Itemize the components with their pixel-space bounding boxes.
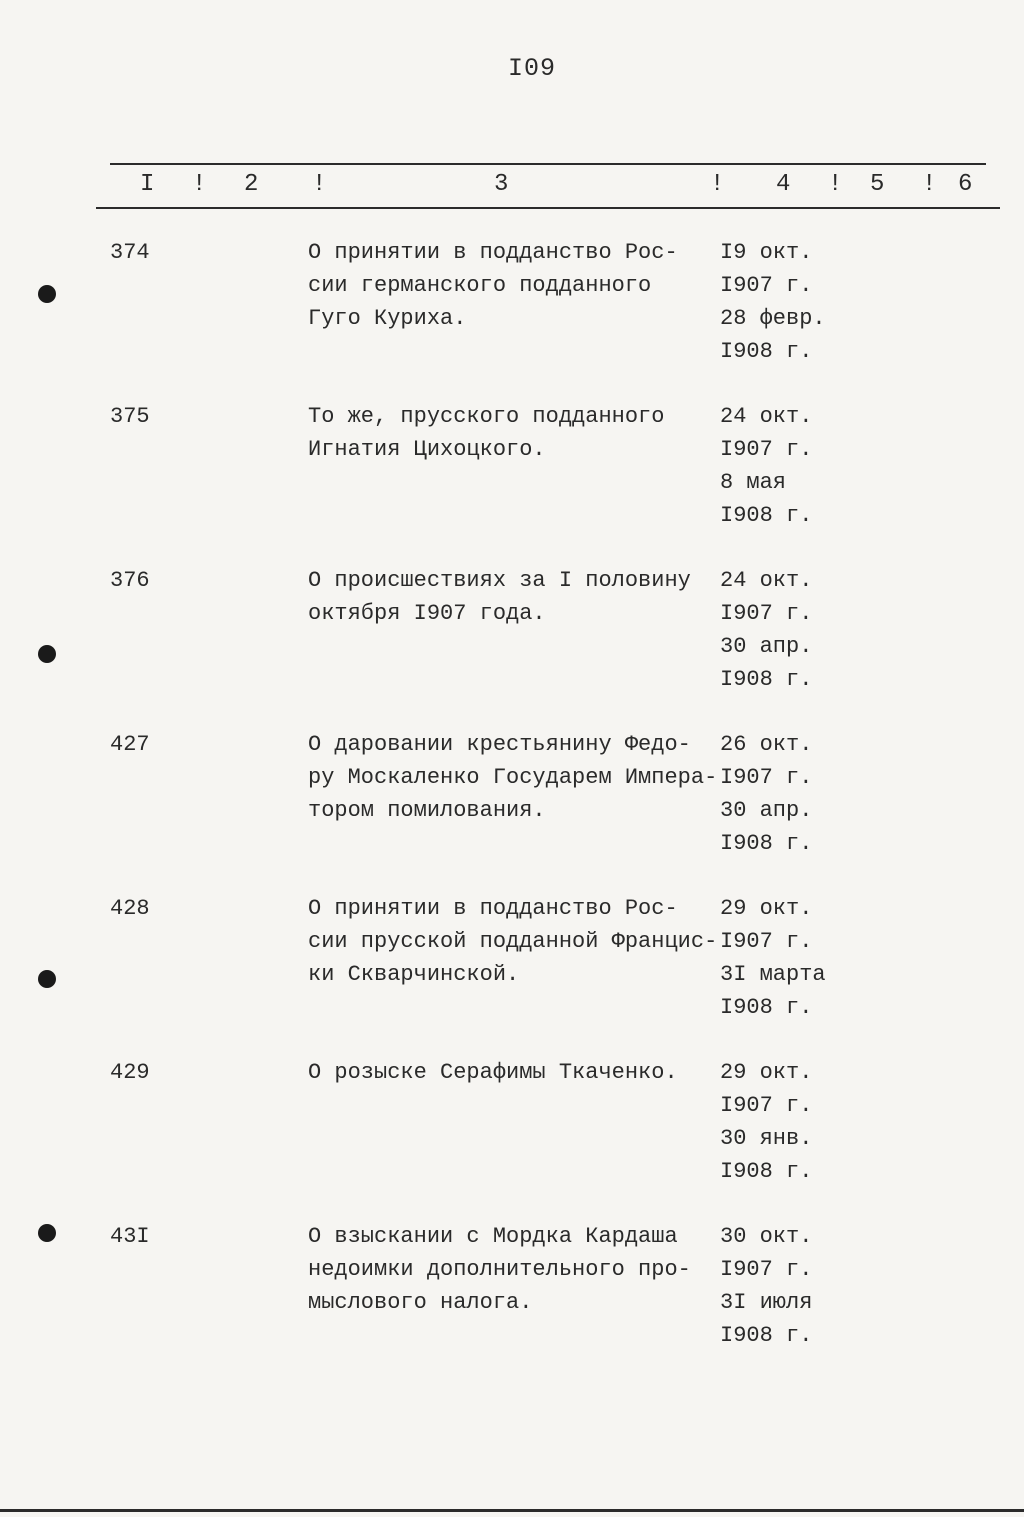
date-line: I9 окт. [720, 240, 813, 265]
date-line: 29 окт. [720, 896, 813, 921]
entry-number: 427 [110, 732, 150, 757]
date-line: 28 февр. [720, 306, 826, 331]
table-row [0, 728, 1024, 892]
description-line: ру Москаленко Государем Импера- [308, 765, 718, 790]
entry-number: 428 [110, 896, 150, 921]
description-line: ки Скварчинской. [308, 962, 520, 987]
description-line: О даровании крестьянину Федо- [308, 732, 691, 757]
entry-number: 375 [110, 404, 150, 429]
date-line: I907 г. [720, 929, 813, 954]
column-header-5: 5 [870, 171, 885, 198]
date-line: I908 г. [720, 995, 813, 1020]
date-line: I907 г. [720, 437, 813, 462]
entry-dates [720, 400, 840, 532]
description-line: недоимки дополнительного про- [308, 1257, 691, 1282]
description-line: Игнатия Цихоцкого. [308, 437, 546, 462]
entry-dates [720, 1220, 840, 1352]
entry-description [308, 400, 712, 466]
entry-dates [720, 236, 840, 368]
punch-hole [38, 1224, 56, 1242]
table-row [0, 892, 1024, 1056]
description-line: То же, прусского подданного [308, 404, 665, 429]
entry-description [308, 1056, 712, 1089]
description-line: октября I907 года. [308, 601, 546, 626]
date-line: I908 г. [720, 667, 813, 692]
punch-hole [38, 970, 56, 988]
page-number: I09 [508, 54, 557, 83]
description-line: О принятии в подданство Рос- [308, 896, 678, 921]
description-line: тором помилования. [308, 798, 546, 823]
entry-description [308, 728, 718, 827]
date-line: 29 окт. [720, 1060, 813, 1085]
column-separator: ! [192, 171, 207, 198]
date-line: 3I июля [720, 1290, 813, 1315]
description-line: сии германского подданного [308, 273, 652, 298]
table-row [0, 400, 1024, 564]
column-header-4: 4 [776, 171, 791, 198]
date-line: 8 мая [720, 470, 787, 495]
entry-dates [720, 564, 840, 696]
date-line: I908 г. [720, 831, 813, 856]
date-line: I907 г. [720, 601, 813, 626]
description-line: сии прусской подданной Франциc- [308, 929, 718, 954]
column-header-3: 3 [494, 171, 509, 198]
description-line: мыслового налога. [308, 1290, 533, 1315]
date-line: I907 г. [720, 273, 813, 298]
column-header-1: I [140, 171, 155, 198]
table-row [0, 1056, 1024, 1220]
punch-hole [38, 645, 56, 663]
date-line: 30 янв. [720, 1126, 813, 1151]
date-line: I908 г. [720, 1159, 813, 1184]
column-separator: ! [710, 171, 725, 198]
entry-number: 374 [110, 240, 150, 265]
date-line: 30 окт. [720, 1224, 813, 1249]
entry-description [308, 892, 718, 991]
entry-number: 429 [110, 1060, 150, 1085]
description-line: О происшествиях за I половину [308, 568, 691, 593]
date-line: 26 окт. [720, 732, 813, 757]
column-separator: ! [828, 171, 843, 198]
punch-hole [38, 285, 56, 303]
date-line: I908 г. [720, 1323, 813, 1348]
date-line: I908 г. [720, 339, 813, 364]
entry-dates [720, 728, 840, 860]
date-line: I907 г. [720, 765, 813, 790]
column-header-2: 2 [244, 171, 259, 198]
page-bottom-edge [0, 1509, 1024, 1512]
entry-description [308, 564, 712, 630]
header-top-rule [110, 163, 986, 165]
date-line: 24 окт. [720, 404, 813, 429]
date-line: I907 г. [720, 1093, 813, 1118]
entry-dates [720, 1056, 840, 1188]
column-header-6: 6 [958, 171, 973, 198]
table-row [0, 1220, 1024, 1384]
description-line: О принятии в подданство Рос- [308, 240, 678, 265]
header-bottom-rule [96, 207, 1000, 209]
date-line: I908 г. [720, 503, 813, 528]
table-row [0, 236, 1024, 400]
date-line: 24 окт. [720, 568, 813, 593]
description-line: О розыске Серафимы Ткаченко. [308, 1060, 678, 1085]
description-line: Гуго Куриха. [308, 306, 467, 331]
column-separator: ! [922, 171, 937, 198]
entry-dates [720, 892, 840, 1024]
date-line: 3I марта [720, 962, 826, 987]
entry-description [308, 236, 712, 335]
column-separator: ! [312, 171, 327, 198]
description-line: О взыскании с Мордка Кардаша [308, 1224, 678, 1249]
entries-list [0, 236, 1024, 1384]
date-line: I907 г. [720, 1257, 813, 1282]
date-line: 30 апр. [720, 798, 813, 823]
entry-number: 376 [110, 568, 150, 593]
entry-number: 43I [110, 1224, 150, 1249]
table-row [0, 564, 1024, 728]
date-line: 30 апр. [720, 634, 813, 659]
entry-description [308, 1220, 712, 1319]
